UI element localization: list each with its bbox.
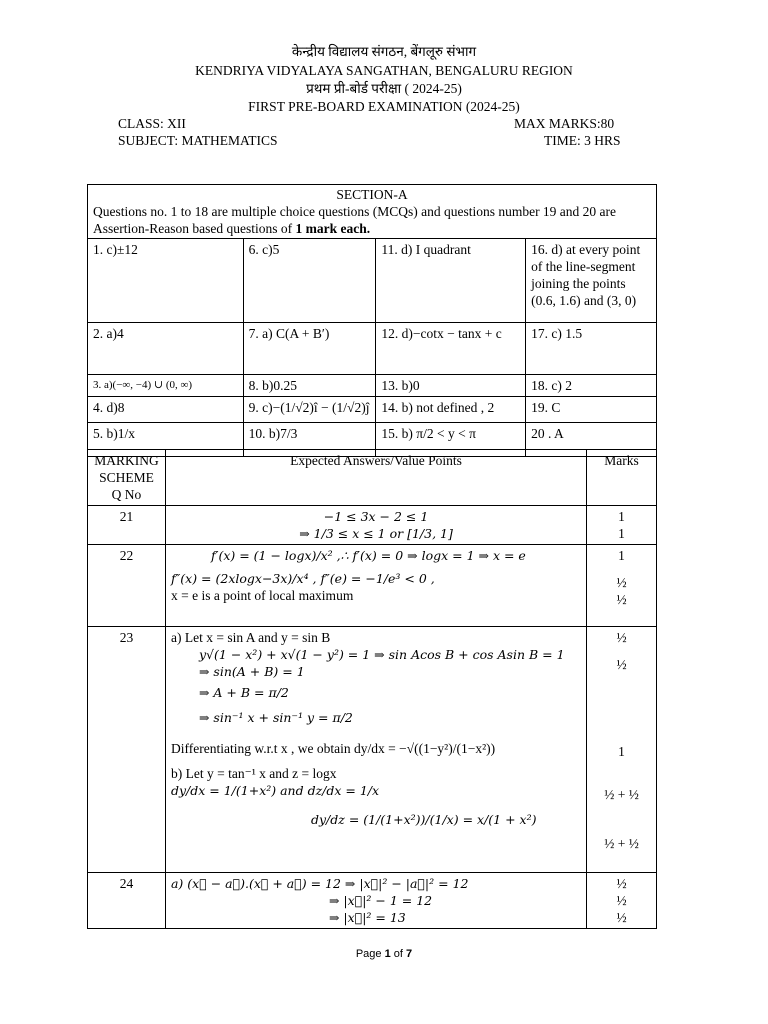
org-title: KENDRIYA VIDYALAYA SANGATHAN, BENGALURU REGION (195, 63, 573, 78)
mark: 1 (618, 509, 625, 524)
mark: 1 (618, 548, 625, 563)
question-number: 21 (88, 506, 166, 545)
answer-cell: 18. c) 2 (526, 375, 657, 397)
q23-line-5: ⇒ sin⁻¹ x + sin⁻¹ y = π/2 (198, 710, 353, 725)
answer-q22 (165, 545, 586, 627)
subject-label: SUBJECT: MATHEMATICS (118, 133, 278, 148)
marks-q24 (587, 873, 657, 929)
answer-q24 (165, 873, 586, 929)
answer-cell: 14. b) not defined , 2 (376, 397, 526, 423)
section-a-header (88, 185, 657, 239)
hindi-org-title: केन्द्रीय विद्यालय संगठन, बेंगलूरु संभाग (291, 44, 477, 59)
q21-line-1: −1 ≤ 3x − 2 ≤ 1 (323, 509, 429, 524)
time-label: TIME: 3 HRS (544, 133, 621, 148)
footer-page-word: Page (355, 948, 382, 960)
col-header-answers: Expected Answers/Value Points (165, 450, 586, 506)
answer-cell: 11. d) I quadrant (376, 239, 526, 323)
instructions-bold: 1 mark each. (295, 221, 371, 236)
max-marks-label: MAX MARKS:80 (514, 116, 615, 131)
q24-line-1: a) (x⃗ − a⃗).(x⃗ + a⃗) = 12 ⇒ |x⃗|² − |a⃗|² = 12 (170, 876, 469, 891)
answer-cell: 19. C (526, 397, 657, 423)
answer-cell: 20 . A (526, 423, 657, 457)
answer-cell: 15. b) π/2 < y < π (376, 423, 526, 457)
answer-cell: 6. c)5 (243, 239, 376, 323)
answer-cell: 3. a)(−∞, −4) ∪ (0, ∞) (88, 375, 244, 397)
q23-line-6: Differentiating w.r.t x , we obtain dy/dx = −√((1−y²)/(1−x²)) (170, 741, 496, 756)
col-header-marks: Marks (587, 450, 657, 506)
q23-line-7: b) Let y = tan⁻¹ x and z = logx (170, 766, 337, 781)
mark: ½ + ½ (604, 787, 639, 802)
answer-cell: 13. b)0 (376, 375, 526, 397)
answer-q23 (165, 627, 586, 873)
marks-q22 (587, 545, 657, 627)
answer-cell: 1. c)±12 (88, 239, 244, 323)
section-a-title: SECTION-A (336, 187, 408, 202)
answer-cell: 16. d) at every point of the line-segment joining the points (0.6, 1.6) and (3, 0) (526, 239, 657, 323)
marking-scheme-table (87, 449, 657, 929)
answer-cell: 4. d)8 (88, 397, 244, 423)
answer-cell: 17. c) 1.5 (526, 323, 657, 375)
q21-line-2: ⇒ 1/3 ≤ x ≤ 1 or [1/3, 1] (299, 526, 453, 541)
answer-cell: 2. a)4 (88, 323, 244, 375)
q23-line-8: dy/dx = 1/(1+x²) and dz/dx = 1/x (170, 783, 380, 798)
mark: ½ (616, 592, 627, 607)
mark: ½ (616, 893, 627, 908)
page-footer (0, 948, 768, 960)
q24-line-2: ⇒ |x⃗|² − 1 = 12 (328, 893, 433, 908)
answer-cell: 9. c)−(1/√2)î − (1/√2)ĵ (243, 397, 376, 423)
answer-cell: 10. b)7/3 (243, 423, 376, 457)
question-number: 22 (88, 545, 166, 627)
mark: ½ (616, 575, 627, 590)
question-number: 24 (88, 873, 166, 929)
answer-cell: 8. b)0.25 (243, 375, 376, 397)
exam-title: FIRST PRE-BOARD EXAMINATION (2024-25) (248, 99, 520, 114)
mark: ½ (616, 876, 627, 891)
q22-line-1: f′(x) = (1 − logx)/x² ,∴ f′(x) = 0 ⇒ logx = 1 ⇒ x = e (210, 548, 526, 563)
hindi-exam-title: प्रथम प्री-बोर्ड परीक्षा ( 2024-25) (306, 81, 462, 96)
mark: ½ (616, 910, 627, 925)
mark: ½ (616, 657, 627, 672)
col-header-qno: MARKING SCHEME Q No (88, 450, 166, 506)
answer-cell: 12. d)−cotx − tanx + c (376, 323, 526, 375)
footer-page-total: 7 (406, 948, 413, 960)
q23-line-1: a) Let x = sin A and y = sin B (170, 630, 331, 645)
mark: ½ (616, 630, 627, 645)
q23-line-9: dy/dz = (1/(1+x²))/(1/x) = x/(1 + x²) (310, 812, 537, 827)
marks-q23 (587, 627, 657, 873)
answer-cell: 7. a) C(A + B′) (243, 323, 376, 375)
footer-page-number: 1 (384, 948, 391, 960)
marks-q21 (587, 506, 657, 545)
mark: 1 (618, 526, 625, 541)
answer-cell: 5. b)1/x (88, 423, 244, 457)
q23-line-2: y√(1 − x²) + x√(1 − y²) = 1 ⇒ sin Acos B + cos Asin B = 1 (198, 647, 565, 662)
q24-line-3: ⇒ |x⃗|² = 13 (328, 910, 406, 925)
question-number: 23 (88, 627, 166, 873)
mark: 1 (618, 744, 625, 759)
q22-line-2: f″(x) = (2xlogx−3x)/x⁴ , f″(e) = −1/e³ < 0 , (170, 571, 435, 586)
section-a-table (87, 184, 657, 457)
q23-line-4: ⇒ A + B = π/2 (198, 685, 289, 700)
class-label: CLASS: XII (118, 116, 186, 131)
section-a-instructions: Questions no. 1 to 18 are multiple choice questions (MCQs) and questions number 19 and 20 are Assertion-Reason based questions of 1 mark each. (93, 204, 617, 236)
mark: ½ + ½ (604, 836, 639, 851)
q22-line-3: x = e is a point of local maximum (170, 588, 354, 603)
footer-of-word: of (393, 948, 403, 960)
answer-q21 (165, 506, 586, 545)
q23-line-3: ⇒ sin(A + B) = 1 (198, 664, 305, 679)
